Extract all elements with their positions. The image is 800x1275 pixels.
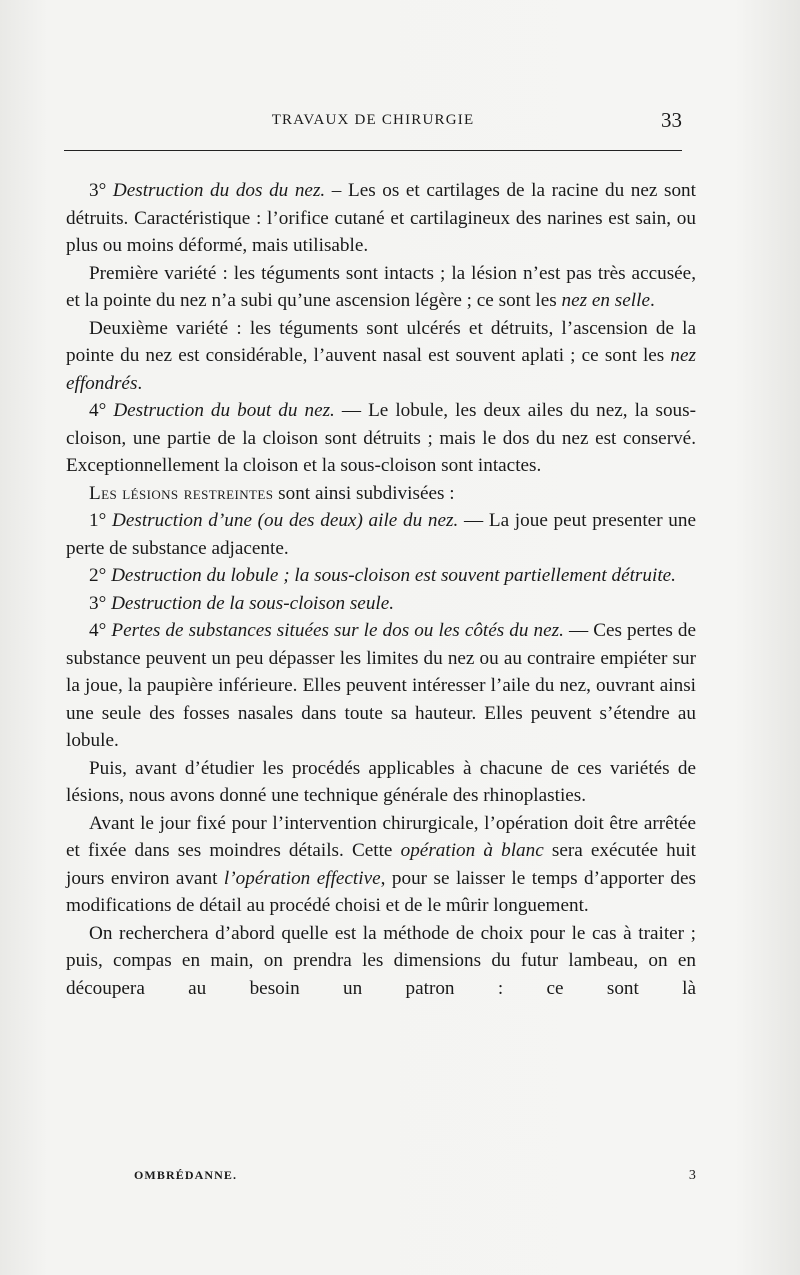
item-number: 2° bbox=[89, 565, 107, 586]
smallcaps-heading: Les lésions restreintes bbox=[89, 482, 274, 504]
paragraph-text: On recherchera d’abord quelle est la méthode de choix pour le cas à traiter ; puis, compas en main, on prendra les dimensions du futur lambeau, on en découpera au besoin un patron : ce sont là bbox=[66, 922, 696, 999]
running-header bbox=[64, 108, 682, 140]
paragraph-text: – Les os et cartilages de la racine du nez sont détruits. Caractéristique : l’orifice cutané et cartilagineux des narines est sain, ou plus ou moins déformé, mais utilisable. bbox=[66, 180, 696, 256]
italic-term: opération à blanc bbox=[400, 840, 544, 861]
item-heading: Destruction d’une (ou des deux) aile du nez. bbox=[111, 510, 459, 531]
header-rule bbox=[64, 150, 682, 151]
item-heading: Destruction du dos du nez. bbox=[112, 180, 326, 201]
paragraph-dos-du-nez bbox=[66, 177, 696, 260]
running-title: TRAVAUX DE CHIRURGIE bbox=[271, 112, 475, 128]
paragraph-text: — La joue peut presenter une perte de substance adjacente. bbox=[66, 510, 696, 559]
paragraph-text: — Le lobule, les deux ailes du nez, la sous-cloison, une partie de la cloison sont détruits ; mais le dos du nez est conservé. Exceptionnellement la cloison et la sous-cloison sont intactes. bbox=[66, 400, 696, 476]
signature-number: 3 bbox=[688, 1168, 697, 1183]
paragraph-bout-du-nez bbox=[66, 397, 696, 480]
paragraph-methode-de-choix bbox=[66, 920, 696, 1003]
paragraph-text: Puis, avant d’étudier les procédés applicables à chacune de ces variétés de lésions, nous avons donné une technique générale des rhinoplasties. bbox=[66, 757, 696, 806]
paragraph-end: , pour se laisser le temps d’apporter des modifications de détail au procédé choisi et de le mûrir longuement. bbox=[66, 867, 696, 916]
item-heading: Destruction du lobule ; la sous-cloison est souvent partiellement détruite. bbox=[111, 565, 676, 586]
footer-author: OMBRÉDANNE. bbox=[134, 1168, 238, 1182]
item-number: 3° bbox=[89, 592, 107, 614]
item-number: 4° bbox=[89, 620, 107, 641]
paragraph-pertes-de-substance bbox=[66, 617, 696, 755]
paragraph-text-2: sera exécutée huit jours environ avant bbox=[66, 840, 696, 889]
item-heading: Pertes de substances situées sur le dos ou les côtés du nez. bbox=[111, 620, 564, 641]
item-heading: Destruction du bout du nez. bbox=[113, 400, 335, 421]
page-number: 33 bbox=[661, 108, 682, 132]
italic-term: nez effondrés bbox=[66, 345, 696, 394]
paragraph-premiere-variete bbox=[66, 260, 696, 315]
paragraph-end: . bbox=[137, 372, 143, 394]
page-footer bbox=[66, 1168, 697, 1190]
paragraph-technique-generale bbox=[66, 755, 696, 810]
paragraph-text: Avant le jour fixé pour l’intervention chirurgicale, l’opération doit être arrêtée et fixée dans ses moindres détails. Cette bbox=[66, 812, 696, 861]
paragraph-sous-cloison bbox=[66, 590, 696, 618]
paragraph-text: Deuxième variété : les téguments sont ulcérés et détruits, l’ascension de la pointe du nez est considérable, l’auvent nasal est souvent aplati ; ce sont les bbox=[66, 317, 696, 366]
paragraph-text: Première variété : les téguments sont intacts ; la lésion n’est pas très accusée, et la pointe du nez n’a subi qu’une ascension légère ; ce sont les bbox=[66, 262, 696, 311]
paragraph-text: sont ainsi subdivisées : bbox=[273, 482, 455, 504]
paragraph-lobule bbox=[66, 562, 696, 590]
item-number: 4° bbox=[89, 400, 107, 421]
paragraph-deuxieme-variete bbox=[66, 315, 696, 398]
body-text bbox=[66, 177, 696, 1002]
paragraph-end: . bbox=[649, 290, 655, 311]
paragraph-operation-a-blanc bbox=[66, 810, 696, 920]
italic-term-2: l’opération effective bbox=[223, 867, 381, 889]
item-number: 3° bbox=[89, 180, 107, 201]
paragraph-lesions-restreintes bbox=[66, 480, 696, 508]
item-heading: Destruction de la sous-cloison seule. bbox=[111, 592, 395, 614]
paragraph-text: — Ces pertes de substance peuvent un peu dépasser les limites du nez ou au contraire empiéter sur la joue, la paupière inférieure. Elles peuvent intéresser l’aile du nez, ouvrant ainsi une seule des fosses nasales dans toute sa hauteur. Elles peuvent s’étendre au lobule. bbox=[66, 620, 696, 751]
paragraph-aile-du-nez bbox=[66, 507, 696, 562]
item-number: 1° bbox=[89, 510, 107, 531]
italic-term: nez en selle bbox=[561, 290, 650, 311]
